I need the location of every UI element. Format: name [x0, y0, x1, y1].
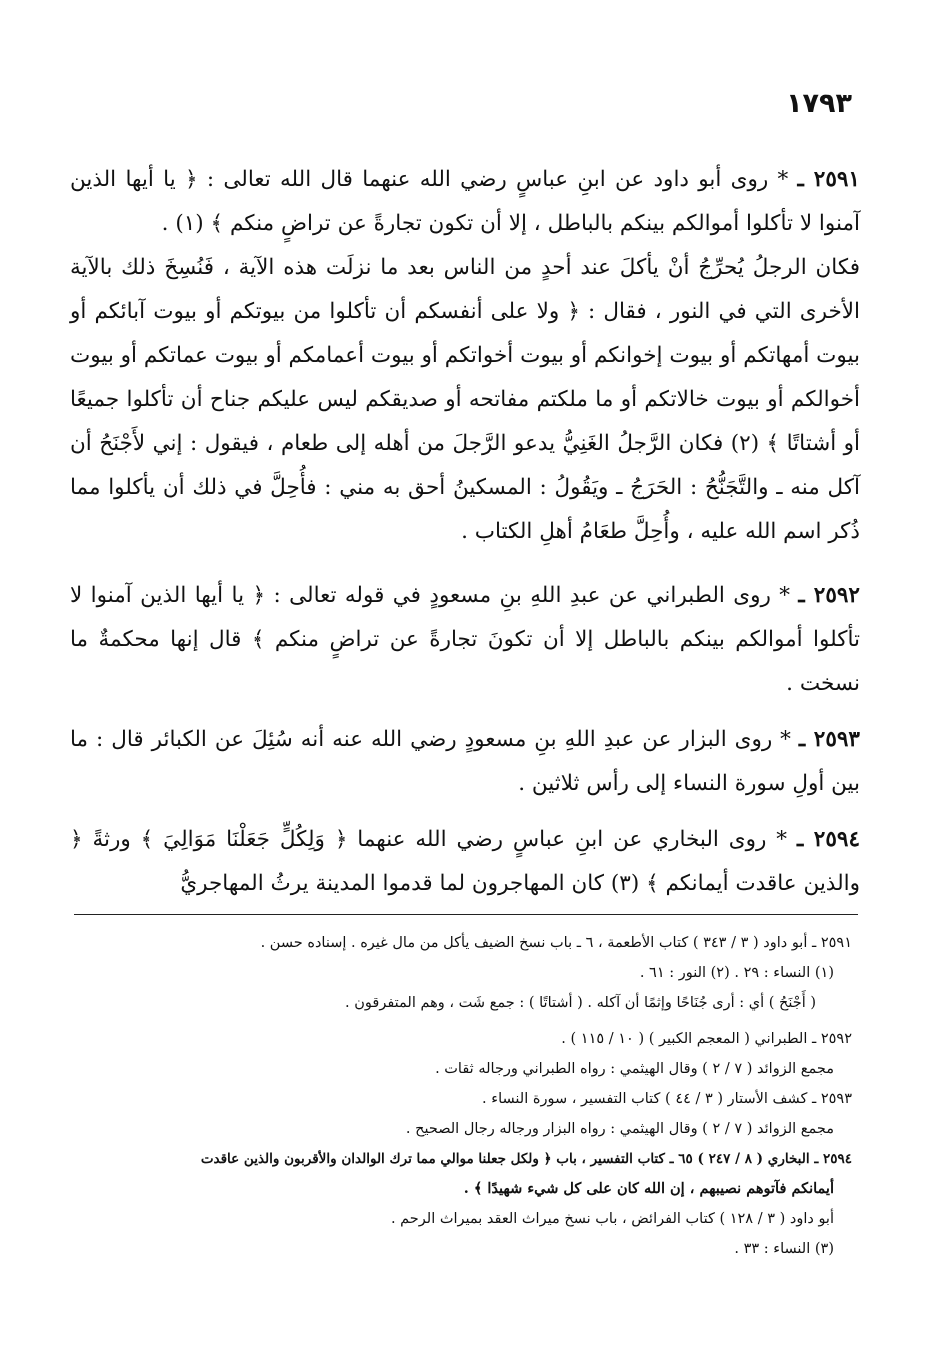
- hadith-number: ٢٥٩٤ ـ: [796, 827, 860, 852]
- hadith-text: * روى البزار عن عبدِ اللهِ بنِ مسعودٍ رضي الله عنه أنه سُئِلَ عن الكبائر قال : ما بين أولِ سورة النساء إلى رأس ثلاثين .: [70, 727, 860, 796]
- footnote-line: (١) النساء : ٢٩ . (٢) النور : ٦١ .: [639, 965, 834, 981]
- footnote-line: مجمع الزوائد ( ٧ / ٢ ) وقال الهيثمي : رواه الطبراني ورجاله ثقات .: [435, 1061, 834, 1077]
- hadith-2593: [70, 718, 860, 806]
- hadith-text: * روى البخاري عن ابنِ عباسٍ رضي الله عنهما ﴿ وَلِكُلٍّ جَعَلْنَا مَوَالِيَ ﴾ ورثةً ﴿ والذين عاقدت أيمانكم ﴾ (٣) كان المهاجرون لما قدموا المدينة يرثُ المهاجريُّ: [70, 827, 860, 896]
- hadith-number: ٢٥٩٢ ـ: [798, 583, 860, 608]
- hadith-2591: [70, 158, 860, 554]
- footnotes: [72, 928, 852, 1264]
- hadith-paragraph: [70, 158, 860, 246]
- hadith-number: ٢٥٩١ ـ: [797, 167, 860, 192]
- footnote-line: ( أَجْنَحُ ) أي : أرى جُنَاحًا وإثمًا أن آكله . ( أشتاتًا ) : جمع شَت ، وهم المتفرقون .: [345, 995, 816, 1011]
- hadith-text: * روى الطبراني عن عبدِ اللهِ بنِ مسعودٍ في قوله تعالى : ﴿ يا أيها الذين آمنوا لا تأكلوا أموالكم بينكم بالباطل إلا أن تكونَ تجارةً عن تراضٍ منكم ﴾ قال إنها محكمةٌ ما نسخت .: [70, 583, 860, 696]
- hadith-number: ٢٥٩٣ ـ: [798, 727, 860, 752]
- footnote-line: ٢٥٩٣ ـ كشف الأستار ( ٣ / ٤٤ ) كتاب التفسير ، سورة النساء .: [482, 1091, 852, 1107]
- hadith-paragraph: [70, 574, 860, 706]
- footnote-line: أبو داود ( ٣ / ١٢٨ ) كتاب الفرائض ، باب نسخ ميراث العقد بميراث الرحم .: [390, 1211, 834, 1227]
- page-number: ١٧٩٣: [786, 88, 852, 119]
- footnote-line: ٢٥٩٤ ـ البخاري ( ٨ / ٢٤٧ ) ٦٥ ـ كتاب التفسير ، باب ﴿ ولكل جعلنا موالي مما ترك الوالدان والأقربون والذين عاقدت: [200, 1151, 852, 1167]
- footnote-separator: [74, 914, 858, 915]
- footnote-line: ٢٥٩١ ـ أبو داود ( ٣ / ٣٤٣ ) كتاب الأطعمة ، ٦ ـ باب نسخ الضيف يأكل من مال غيره . إسناده حسن .: [260, 935, 852, 951]
- hadith-text: * روى أبو داود عن ابنِ عباسٍ رضي الله عنهما قال الله تعالى : ﴿ يا أيها الذين آمنوا لا تأكلوا أموالكم بينكم بالباطل ، إلا أن تكون تجارةً عن تراضٍ منكم ﴾ (١) .: [70, 167, 860, 236]
- hadith-paragraph: [70, 818, 860, 906]
- hadith-2594: [70, 818, 860, 906]
- footnote-line: ٢٥٩٢ ـ الطبراني ( المعجم الكبير ) ( ١٠ / ١١٥ ) .: [561, 1031, 852, 1047]
- footnote-line: مجمع الزوائد ( ٧ / ٢ ) وقال الهيثمي : رواه البزار ورجاله رجال الصحيح .: [405, 1121, 834, 1137]
- footnote-line: (٣) النساء : ٣٣ .: [734, 1241, 834, 1257]
- hadith-2592: [70, 574, 860, 706]
- hadith-text: فكان الرجلُ يُحرِّجُ أنْ يأكلَ عند أحدٍ من الناس بعد ما نزلَت هذه الآية ، فَنُسِخَ ذلك بالآية الأخرى التي في النور ، فقال : ﴿ ولا على أنفسكم أن تأكلوا من بيوتكم أو بيوت آبائكم أو بيوت أمهاتكم أو بيوت إخوانكم أو بيوت أخواتكم أو بيوت أعمامكم أو بيوت عماتكم أو بيوت أخوالكم أو بيوت خالاتكم أو ما ملكتم مفاتحه أو صديقكم ليس عليكم جناح أن تأكلوا جميعًا أو أشتاتًا ﴾ (٢) فكان الرَّجلُ الغَنِيُّ يدعو الرَّجلَ من أهله إلى طعام ، فيقول : إني لأَجْنَحُ أن آكل منه ـ والتَّجَنُّحُ : الحَرَجُ ـ ويَقُولُ : المسكينُ أحق به مني : فأُحِلَّ في ذلك أن يأكلوا مما ذُكر اسم الله عليه ، وأُحِلَّ طعَامُ أهلِ الكتاب .: [70, 255, 861, 544]
- hadith-paragraph: [70, 246, 860, 554]
- hadith-paragraph: [70, 718, 860, 806]
- footnote-line: أيمانكم فآتوهم نصيبهم ، إن الله كان على كل شيء شهيدًا ﴾ .: [463, 1180, 834, 1197]
